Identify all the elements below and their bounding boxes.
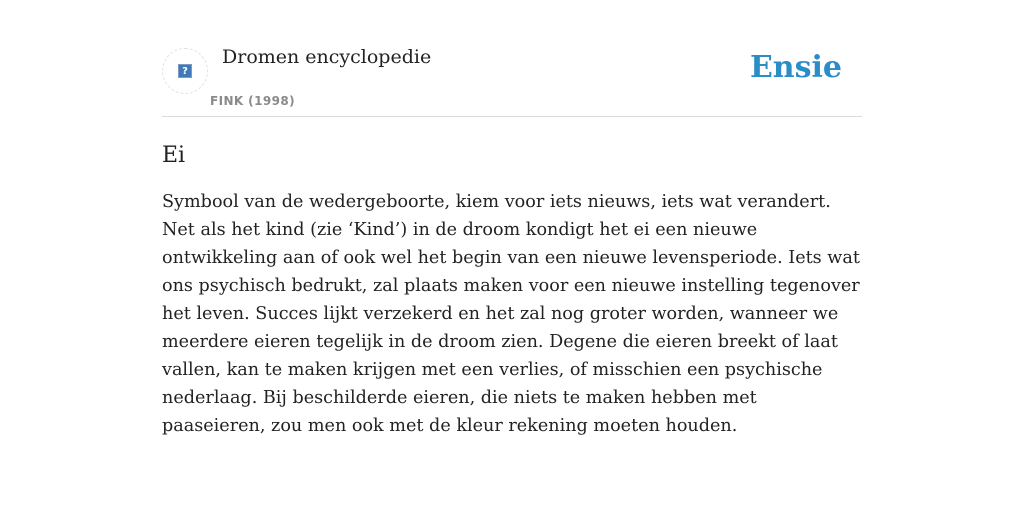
entry-card (162, 40, 862, 440)
source-logo[interactable] (162, 48, 208, 94)
broken-image-icon: ? (178, 64, 192, 78)
source-title[interactable]: Dromen encyclopedie (222, 46, 432, 68)
source-author: FINK (1998) (210, 94, 295, 108)
entry-definition: Symbool van de wedergeboorte, kiem voor iets nieuws, iets wat verandert. Net als het kind (zie ‘Kind’) in de droom kondigt het ei een nieuwe ontwikkeling aan of ook wel het begin van een nieuwe levensperiode. Iets wat ons psychisch bedrukt, zal plaats maken voor een nieuwe instelling tegenover het leven. Succes lijkt verzekerd en het zal nog groter worden, wanneer we meerdere eieren tegelijk in de droom zien. Degene die eieren breekt of laat vallen, kan te maken krijgen met een verlies, of misschien een psychische nederlaag. Bij beschilderde eieren, die niets te maken hebben met paaseieren, zou men ook met de kleur rekening moeten houden. (162, 192, 860, 436)
entry-term: Ei (162, 143, 186, 168)
source-header (162, 40, 862, 117)
brand-logo[interactable]: Ensie (749, 50, 842, 85)
